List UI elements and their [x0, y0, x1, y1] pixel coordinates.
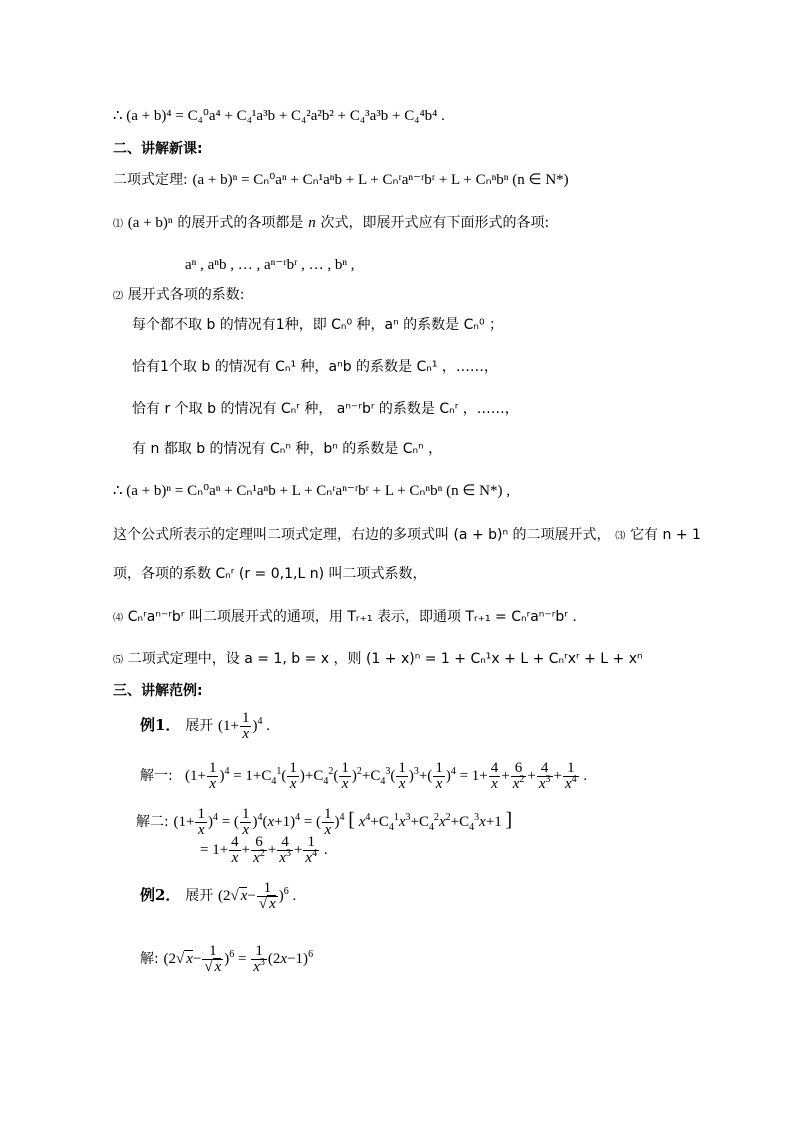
theorem-formula: (a + b)ⁿ = Cₙ⁰aⁿ + Cₙ¹aⁿb + L + Cₙʳaⁿ⁻ʳbʳ + L + Cₙⁿbⁿ (n ∈ N*): [192, 172, 569, 188]
coef-line-1: 每个都不取 b 的情况有1种，即 Cₙ⁰ 种，aⁿ 的系数是 Cₙ⁰ ；: [132, 317, 504, 333]
example-1-text: 展开: [185, 718, 214, 734]
solution-example-2: [140, 943, 313, 975]
solution-1: [140, 760, 587, 792]
item-4: [113, 605, 577, 630]
binomial-expansion-n: ∴ (a + b)ⁿ = Cₙ⁰aⁿ + Cₙ¹aⁿb + L + Cₙʳaⁿ⁻ʳbʳ + L + Cₙⁿbⁿ (n ∈ N*) ,: [113, 483, 510, 499]
theorem-paragraph-b: 它有 n + 1: [630, 527, 701, 543]
theorem-paragraph-line-1: [113, 523, 701, 548]
coef-line-4: 有 n 都取 b 的情况有 Cₙⁿ 种，bⁿ 的系数是 Cₙⁿ ，: [132, 441, 443, 457]
item-3-marker: ⑶: [615, 531, 626, 542]
section-heading-examples: 三、讲解范例:: [113, 683, 203, 699]
solution-1-label: 解一:: [140, 768, 173, 784]
item-2: [113, 283, 245, 308]
example-2: [140, 880, 296, 912]
example-2-label: 例2．: [140, 886, 181, 904]
solution-2-expression-1: (1+ $\frac{1}{x}$ )$^4$ = ( $\frac{1}{x}$ )$^4(x+1)^4$ = ( $\frac{1}{x}$ )$^4$ [ $x^4+C_4^1x^3+C_4^2x^2+C_4^3x+1$ ]: [173, 806, 513, 839]
solution-2-line-2: = 1+ $\frac{4}{x}$ + $\frac{6}{x^2}$ + $\frac{4}{x^3}$ + $\frac{1}{x^4}$ .: [200, 834, 328, 867]
coef-line-2: 恰有1个取 b 的情况有 Cₙ¹ 种，aⁿb 的系数是 Cₙ¹ ，……，: [132, 359, 498, 375]
item-5: [113, 647, 643, 672]
theorem-label: 二项式定理:: [113, 172, 188, 188]
item-4-text: Cₙʳaⁿ⁻ʳbʳ 叫二项展开式的通项，用 Tᵣ₊₁ 表示，即通项 Tᵣ₊₁ = Cₙʳaⁿ⁻ʳbʳ .: [127, 609, 577, 625]
section-heading-new-lesson: 二、讲解新课:: [113, 141, 203, 157]
terms-list: aⁿ , aⁿb , … , aⁿ⁻ʳbʳ , … , bⁿ ,: [185, 257, 355, 273]
item-1-n: n: [308, 215, 316, 231]
coef-line-3: 恰有 r 个取 b 的情况有 Cₙʳ 种， aⁿ⁻ʳbʳ 的系数是 Cₙʳ ，……，: [132, 401, 519, 417]
solution-example-2-expression: (2√ x− $\frac{1}{√ x}$ )$^6$ = $\frac{1}{x^3}$ $(2x-1)^6$: [163, 943, 314, 976]
theorem-paragraph-a: 这个公式所表示的定理叫二项式定理，右边的多项式叫 (a + b)ⁿ 的二项展开式，: [113, 527, 611, 543]
theorem-line: [113, 168, 569, 191]
binomial-expansion-4: ∴ (a + b)⁴ = C₄⁰a⁴ + C₄¹a³b + C₄²a²b² + C₄³a³b + C₄⁴b⁴ .: [113, 108, 445, 124]
solution-example-2-label: 解:: [140, 951, 159, 967]
example-2-text: 展开: [185, 888, 214, 904]
item-5-text: 二项式定理中，设 a = 1, b = x ，则 (1 + x)ⁿ = 1 + Cₙ¹x + L + Cₙʳxʳ + L + xⁿ: [127, 651, 643, 667]
item-2-text: 展开式各项的系数:: [127, 287, 245, 303]
item-1-text-b: 的展开式的各项都是: [177, 215, 304, 231]
item-5-marker: ⑸: [113, 655, 123, 666]
solution-1-expression: (1+ $\frac{1}{x}$ )$^4 = 1+C_4^1$( $\frac{1}{x}$ )$+C_4^2$( $\frac{1}{x}$ )$^2+C_4^3$( $\frac{1}{x}$ )$^3$+( $\frac{1}{x}$ )$^4$ = 1+ $\frac{4}{x}$ + $\frac{6}{x^2}$ + $\frac{4}{x^3}$ + $\frac{1}{x^4}$ .: [177, 760, 588, 793]
item-1: [113, 211, 549, 236]
item-4-marker: ⑷: [113, 613, 123, 624]
example-1: [140, 710, 270, 742]
item-1-text-d: 次式，即展开式应有下面形式的各项:: [320, 215, 550, 231]
solution-2-line-1: [136, 805, 512, 838]
item-1-expr: (a + b)ⁿ: [127, 215, 173, 231]
example-1-expression: (1+ $\frac{1}{x}$ )$^4$ .: [218, 710, 270, 743]
theorem-paragraph-line-2: 项，各项的系数 Cₙʳ (r = 0,1,L n) 叫二项式系数，: [113, 566, 427, 582]
example-2-expression: (2√ x− $\frac{1}{√ x}$ )$^6$ .: [218, 880, 297, 913]
solution-2-label: 解二:: [136, 814, 169, 830]
example-1-label: 例1．: [140, 716, 181, 734]
item-1-marker: ⑴: [113, 219, 123, 230]
item-2-marker: ⑵: [113, 291, 123, 302]
